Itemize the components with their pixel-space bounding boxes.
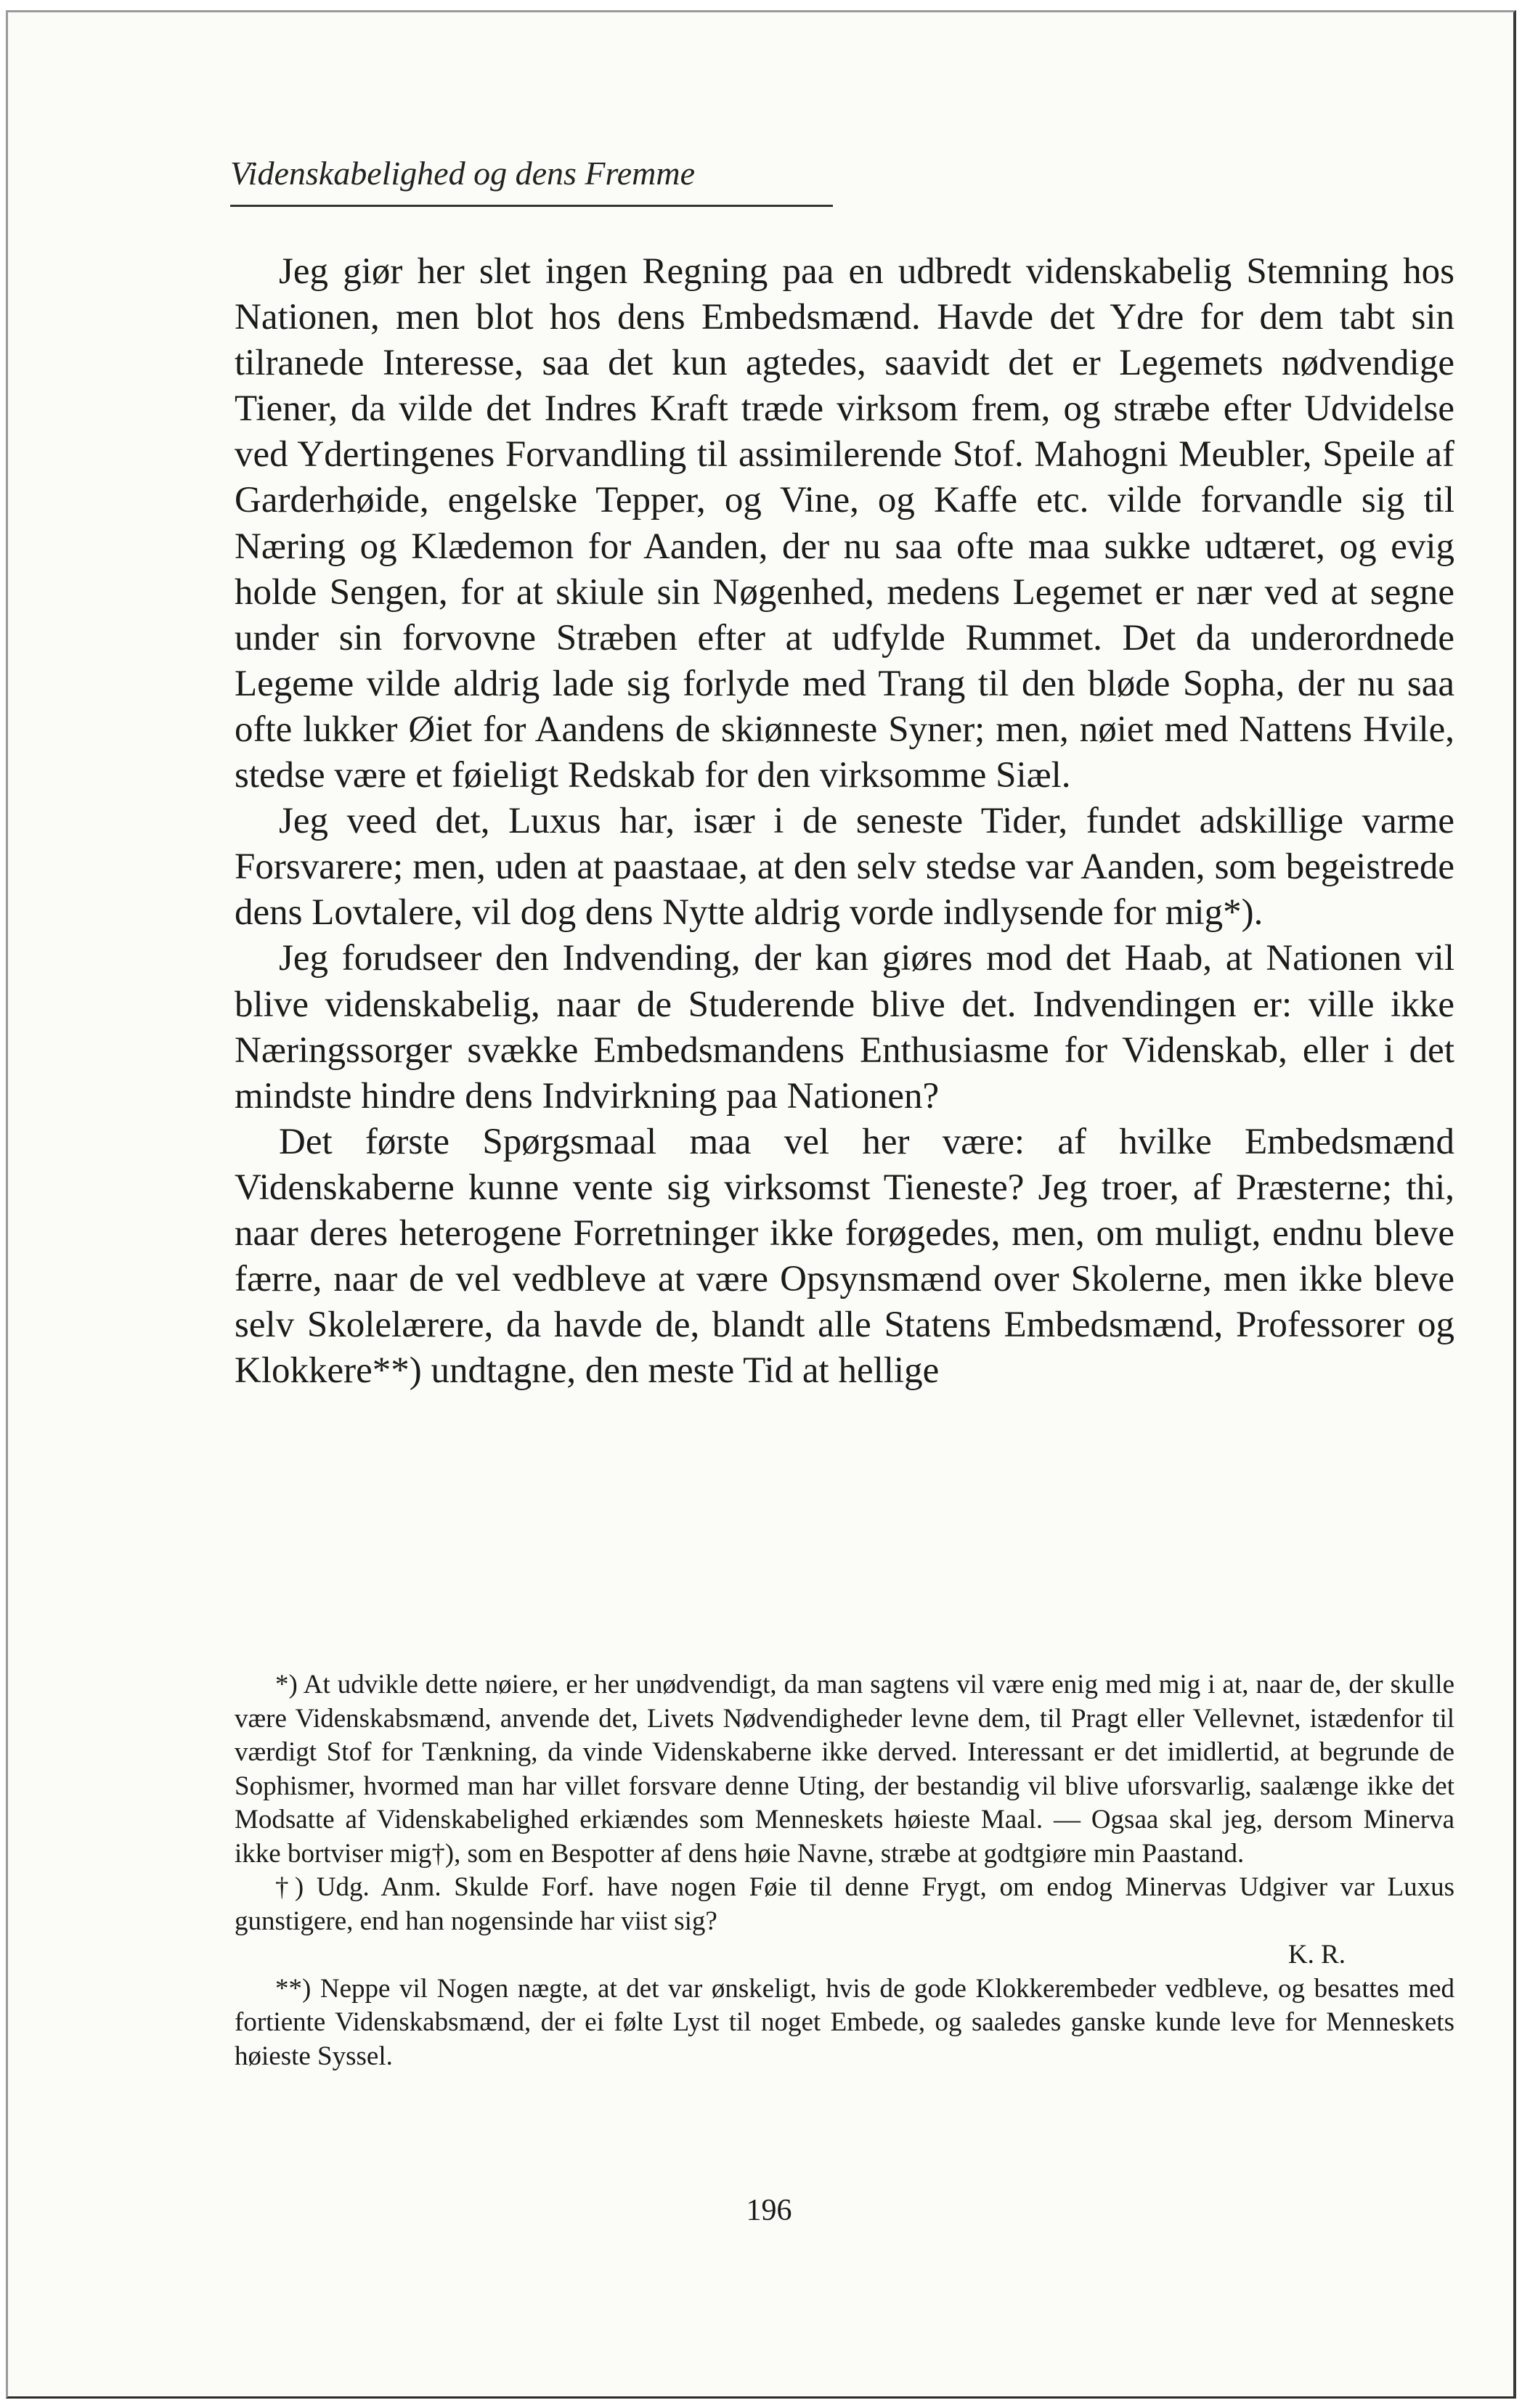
paragraph: Det første Spørgsmaal maa vel her være: af hvilke Embedsmænd Videnskaberne kunne vente sig virksomst Tieneste? Jeg troer, af Præsterne; thi, naar deres heterogene Forretninger ikke forøgedes, men, om muligt, endnu bleve færre, naar de vel vedbleve at være Opsynsmænd over Skolerne, men ikke bleve selv Skolelærere, da havde de, blandt alle Statens Embedsmænd, Professorer og Klokkere**) undtagne, den meste Tid at hellige: [235, 1121, 1454, 1392]
footnote: **) Neppe vil Nogen nægte, at det var ønskeligt, hvis de gode Klokkerembeder vedbleve, og besattes med fortiente Videnskabsmænd, der ei følte Lyst til noget Embede, og saaledes ganske kunde leve for Menneskets høieste Syssel.: [235, 1973, 1454, 2071]
book-page: [6, 10, 1516, 2399]
paragraph: Jeg giør her slet ingen Regning paa en udbredt videnskabelig Stemning hos Nationen, men blot hos dens Embedsmænd. Havde det Ydre for dem tabt sin tilranede Interesse, saa det kun agtedes, saavidt det er Legemets nødvendige Tiener, da vilde det Indres Kraft træde virksom frem, og stræbe efter Udvidelse ved Ydertingenes Forvandling til assimilerende Stof. Mahogni Meubler, Speile af Garderhøide, engelske Tepper, og Vine, og Kaffe etc. vilde forvandle sig til Næring og Klædemon for Aanden, der nu saa ofte maa sukke udtæret, og evig holde Sengen, for at skiule sin Nøgenhed, medens Legemet er nær ved at segne under sin forvovne Stræben efter at udfylde Rummet. Det da underordnede Legeme vilde aldrig lade sig forlyde med Trang til den bløde Sopha, der nu saa ofte lukker Øiet for Aandens de skiønneste Syner; men, nøiet med Nattens Hvile, stedse være et føieligt Redskab for den virksomme Siæl.: [235, 251, 1454, 796]
footnote-signature: K. R.: [1287, 1940, 1346, 1970]
main-text: [235, 249, 1454, 1394]
paragraph: Jeg veed det, Luxus har, især i de seneste Tider, fundet adskillige varme Forsvarere; men, uden at paastaae, at den selv stedse var Aanden, som begeistrede dens Lovtalere, vil dog dens Nytte aldrig vorde indlysende for mig*).: [235, 801, 1454, 934]
running-title: Videnskabelighed og dens Fremme: [230, 155, 695, 192]
page-number: 196: [746, 2194, 792, 2227]
header-rule: [230, 205, 833, 207]
footnotes: [235, 1668, 1454, 2073]
paragraph: Jeg forudseer den Indvending, der kan giøres mod det Haab, at Nationen vil blive videnskabelig, naar de Studerende blive det. Indvendingen er: ville ikke Næringssorger svække Embedsmandens Enthusiasme for Videnskab, eller i det mindste hindre dens Indvirkning paa Nationen?: [235, 938, 1454, 1117]
footnote: †) Udg. Anm. Skulde Forf. have nogen Føie til denne Frygt, om endog Minervas Udgiver var Luxus gunstigere, end han nogensinde har viist sig?: [235, 1872, 1454, 1936]
footnote: *) At udvikle dette nøiere, er her unødvendigt, da man sagtens vil være enig med mig i at, naar de, der skulle være Videnskabsmænd, anvende det, Livets Nødvendigheder levne dem, til Pragt eller Vellevnet, istædenfor til værdigt Stof for Tænkning, da vinde Videnskaberne ikke derved. Interessant er det imidlertid, at begrunde de Sophismer, hvormed man har villet forsvare denne Uting, der bestandig vil blive uforsvarlig, saalænge ikke det Modsatte af Videnskabelighed erkiændes som Menneskets høieste Maal. — Ogsaa skal jeg, dersom Minerva ikke bortviser mig†), som en Bespotter af dens høie Navne, stræbe at godtgiøre min Paastand.: [235, 1670, 1454, 1869]
